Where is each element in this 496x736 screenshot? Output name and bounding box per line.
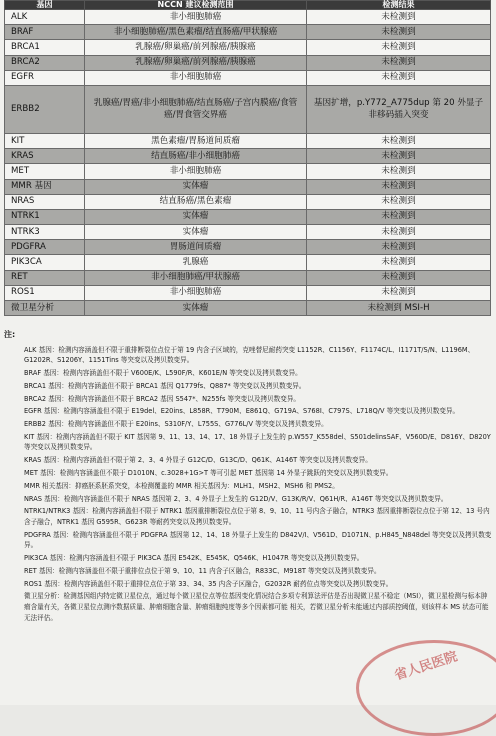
result-cell: 未检测到 xyxy=(307,255,491,270)
note-item: MMR 相关基因：抑癌胚系胚系突变，本检测覆盖的 MMR 相关基因为：MLH1、MSH2、MSH6 和 PMS2。 xyxy=(24,481,339,490)
cancer-type-cell: 非小细胞肺癌 xyxy=(85,164,307,179)
table-row xyxy=(5,301,491,316)
hospital-stamp xyxy=(356,640,496,736)
header-result: 检测结果 xyxy=(307,1,491,10)
gene-cell: MET xyxy=(5,164,85,179)
note-item: NRAS 基因：检测内容涵盖但不限于 NRAS 基因第 2、3、4 外显子上发生的 G12D/V、G13K/R/V、Q61H/R、A146T 等突变以及拷贝数变异。 xyxy=(24,494,448,503)
cancer-type-cell: 实体瘤 xyxy=(85,225,307,240)
cancer-type-cell: 胃肠道间质瘤 xyxy=(85,240,307,255)
note-item: ERBB2 基因：检测内容涵盖但不限于 E20ins、S310F/Y、L755S、G776L/V 等突变以及拷贝数变异。 xyxy=(24,420,328,429)
cancer-type-cell: 结直肠癌/非小细胞肺癌 xyxy=(85,149,307,164)
gene-cell: KRAS xyxy=(5,149,85,164)
gene-cell: NTRK3 xyxy=(5,225,85,240)
notes-label: 注: xyxy=(4,330,16,339)
gene-cell: EGFR xyxy=(5,70,85,85)
cancer-type-cell: 非小细胞肺癌/甲状腺癌 xyxy=(85,270,307,285)
cancer-type-cell: 乳腺癌/胃癌/非小细胞肺癌/结直肠癌/子宫内膜癌/食管癌/胃食管交界癌 xyxy=(85,85,307,133)
table-row xyxy=(5,225,491,240)
note-item: KIT 基因：检测内容涵盖但不限于 KIT 基因第 9、11、13、14、17、18 外显子上发生的 p.W557_K558del、S501delinsSAF、V560D/E、D816Y、D820Y 等突变以及拷贝数变异。 xyxy=(24,432,491,452)
cancer-type-cell: 乳腺癌/卵巢癌/前列腺癌/胰腺癌 xyxy=(85,55,307,70)
gene-cell: PDGFRA xyxy=(5,240,85,255)
gene-cell: ALK xyxy=(5,10,85,25)
note-item: ALK 基因：检测内容涵盖但不限于重排断裂位点位于第 19 内含子区域的，克唑替尼耐药突变 L1152R、C1156Y、F1174C/L、I1171T/S/N、L1196M、G1202R、S1206Y、1151Tins 等突变以及拷贝数变异。 xyxy=(24,345,475,365)
cancer-type-cell: 非小细胞肺癌 xyxy=(85,70,307,85)
gene-cell: MMR 基因 xyxy=(5,179,85,194)
result-cell: 未检测到 xyxy=(307,40,491,55)
cancer-type-cell: 乳腺癌 xyxy=(85,255,307,270)
cancer-type-cell: 实体瘤 xyxy=(85,301,307,316)
gene-cell: RET xyxy=(5,270,85,285)
cancer-type-cell: 实体瘤 xyxy=(85,179,307,194)
note-item: EGFR 基因：检测内容涵盖但不限于 E19del、E20ins、L858R、T790M、E861Q、G719A、S768I、C797S、L718Q/V 等突变以及拷贝数变异。 xyxy=(24,407,460,416)
table-row xyxy=(5,10,491,25)
cancer-type-cell: 非小细胞肺癌/黑色素瘤/结直肠癌/甲状腺癌 xyxy=(85,25,307,40)
note-item: 微卫星分析：检测基因组内特定微卫星位点，通过每个微卫星位点等位基因变化情况结合多项专利算法评估是否出现微卫星不稳定（MSI），微卫星检测与标本肿瘤含量有关，各微卫星位点测序数据质量、肿瘤细胞含量、肿瘤细胞纯度等多个因素都可能 相关，若微卫星分析未能通过内部质控阈值，则该样本 MS 状态可能无法评估。 xyxy=(24,592,489,622)
gene-cell: 微卫星分析 xyxy=(5,301,85,316)
table-row xyxy=(5,40,491,55)
table-row xyxy=(5,164,491,179)
cancer-type-cell: 非小细胞肺癌 xyxy=(85,10,307,25)
note-item: PDGFRA 基因：检测内容涵盖但不限于 PDGFRA 基因第 12、14、18 外显子上发生的 D842V/I、V561D、D1071N、p.H845_N848del 等突变以及拷贝数变异。 xyxy=(24,530,492,550)
note-item: ROS1 基因：检测内容涵盖但不限于重排位点位于第 33、34、35 内含子区融合，G2032R 耐药位点等突变以及拷贝数变异。 xyxy=(24,579,393,588)
gene-cell: ERBB2 xyxy=(5,85,85,133)
gene-results-table xyxy=(4,0,491,316)
gene-cell: NRAS xyxy=(5,194,85,209)
table-header-row xyxy=(5,1,491,10)
header-gene: 基因 xyxy=(5,1,85,10)
result-cell: 未检测到 xyxy=(307,194,491,209)
note-item: BRCA1 基因：检测内容涵盖但不限于 BRCA1 基因 Q1779fs、Q887* 等突变以及拷贝数变异。 xyxy=(24,381,306,390)
table-row xyxy=(5,85,491,133)
result-cell: 未检测到 xyxy=(307,55,491,70)
table-row xyxy=(5,133,491,148)
cancer-type-cell: 非小细胞肺癌 xyxy=(85,285,307,300)
table-row xyxy=(5,55,491,70)
result-cell: 未检测到 xyxy=(307,164,491,179)
gene-cell: BRAF xyxy=(5,25,85,40)
result-cell: 未检测到 xyxy=(307,179,491,194)
gene-cell: ROS1 xyxy=(5,285,85,300)
note-item: BRAF 基因：检测内容涵盖但不限于 V600E/K、L590F/R、K601E/N 等突变以及拷贝数变异。 xyxy=(24,368,302,377)
cancer-type-cell: 结直肠癌/黑色素瘤 xyxy=(85,194,307,209)
table-row xyxy=(5,240,491,255)
header-nccn-range: NCCN 建议检测范围 xyxy=(85,1,307,10)
result-cell: 未检测到 xyxy=(307,209,491,224)
result-cell: 未检测到 xyxy=(307,133,491,148)
table-row xyxy=(5,209,491,224)
table-row xyxy=(5,70,491,85)
gene-cell: PIK3CA xyxy=(5,255,85,270)
gene-cell: BRCA1 xyxy=(5,40,85,55)
gene-cell: NTRK1 xyxy=(5,209,85,224)
table-row xyxy=(5,149,491,164)
table-row xyxy=(5,270,491,285)
result-cell: 未检测到 xyxy=(307,270,491,285)
cancer-type-cell: 乳腺癌/卵巢癌/前列腺癌/胰腺癌 xyxy=(85,40,307,55)
note-item: KRAS 基因：检测内容涵盖但不限于第 2、3、4 外显子 G12C/D、G13C/D、Q61K、A146T 等突变以及拷贝数变异。 xyxy=(24,456,372,465)
table-row xyxy=(5,285,491,300)
result-cell: 未检测到 xyxy=(307,240,491,255)
note-item: PIK3CA 基因：检测内容涵盖但不限于 PIK3CA 基因 E542K、E545K、Q546K、H1047R 等突变以及拷贝数变异。 xyxy=(24,554,364,563)
result-cell: 未检测到 xyxy=(307,25,491,40)
result-cell: 未检测到 xyxy=(307,285,491,300)
note-item: MET 基因：检测内容涵盖但不限于 D1010N、c.3028+1G>T 等可引起 MET 基因第 14 外显子跳跃的突变以及拷贝数变异。 xyxy=(24,469,393,478)
result-cell: 未检测到 MSI-H xyxy=(307,301,491,316)
result-cell: 未检测到 xyxy=(307,10,491,25)
note-item: NTRK1/NTRK3 基因：检测内容涵盖但不限于 NTRK1 基因重排断裂位点位于第 8、9、10、11 号内含子融合，NTRK3 基因重排断裂位点位于第 12、13 号内含子融合，NTRK1 基因 G595R、G623R 等耐药突变以及拷贝数变异。 xyxy=(24,507,490,526)
table-row xyxy=(5,194,491,209)
gene-cell: BRCA2 xyxy=(5,55,85,70)
result-cell: 未检测到 xyxy=(307,70,491,85)
table-row xyxy=(5,179,491,194)
result-cell: 未检测到 xyxy=(307,149,491,164)
notes-section xyxy=(4,330,492,625)
gene-cell: KIT xyxy=(5,133,85,148)
result-cell: 基因扩增，p.Y772_A775dup 第 20 外显子非移码插入突变 xyxy=(307,85,491,133)
stamp-text: 省人民医院 xyxy=(392,649,460,684)
cancer-type-cell: 黑色素瘤/胃肠道间质瘤 xyxy=(85,133,307,148)
table-row xyxy=(5,25,491,40)
note-item: RET 基因：检测内容涵盖但不限于重排位点位于第 9、10、11 内含子区融合，R833C、M918T 等突变以及拷贝数变异。 xyxy=(24,566,381,575)
note-item: BRCA2 基因：检测内容涵盖但不限于 BRCA2 基因 S547*、N255fs 等突变以及拷贝数变异。 xyxy=(24,394,301,403)
result-cell: 未检测到 xyxy=(307,225,491,240)
table-row xyxy=(5,255,491,270)
cancer-type-cell: 实体瘤 xyxy=(85,209,307,224)
